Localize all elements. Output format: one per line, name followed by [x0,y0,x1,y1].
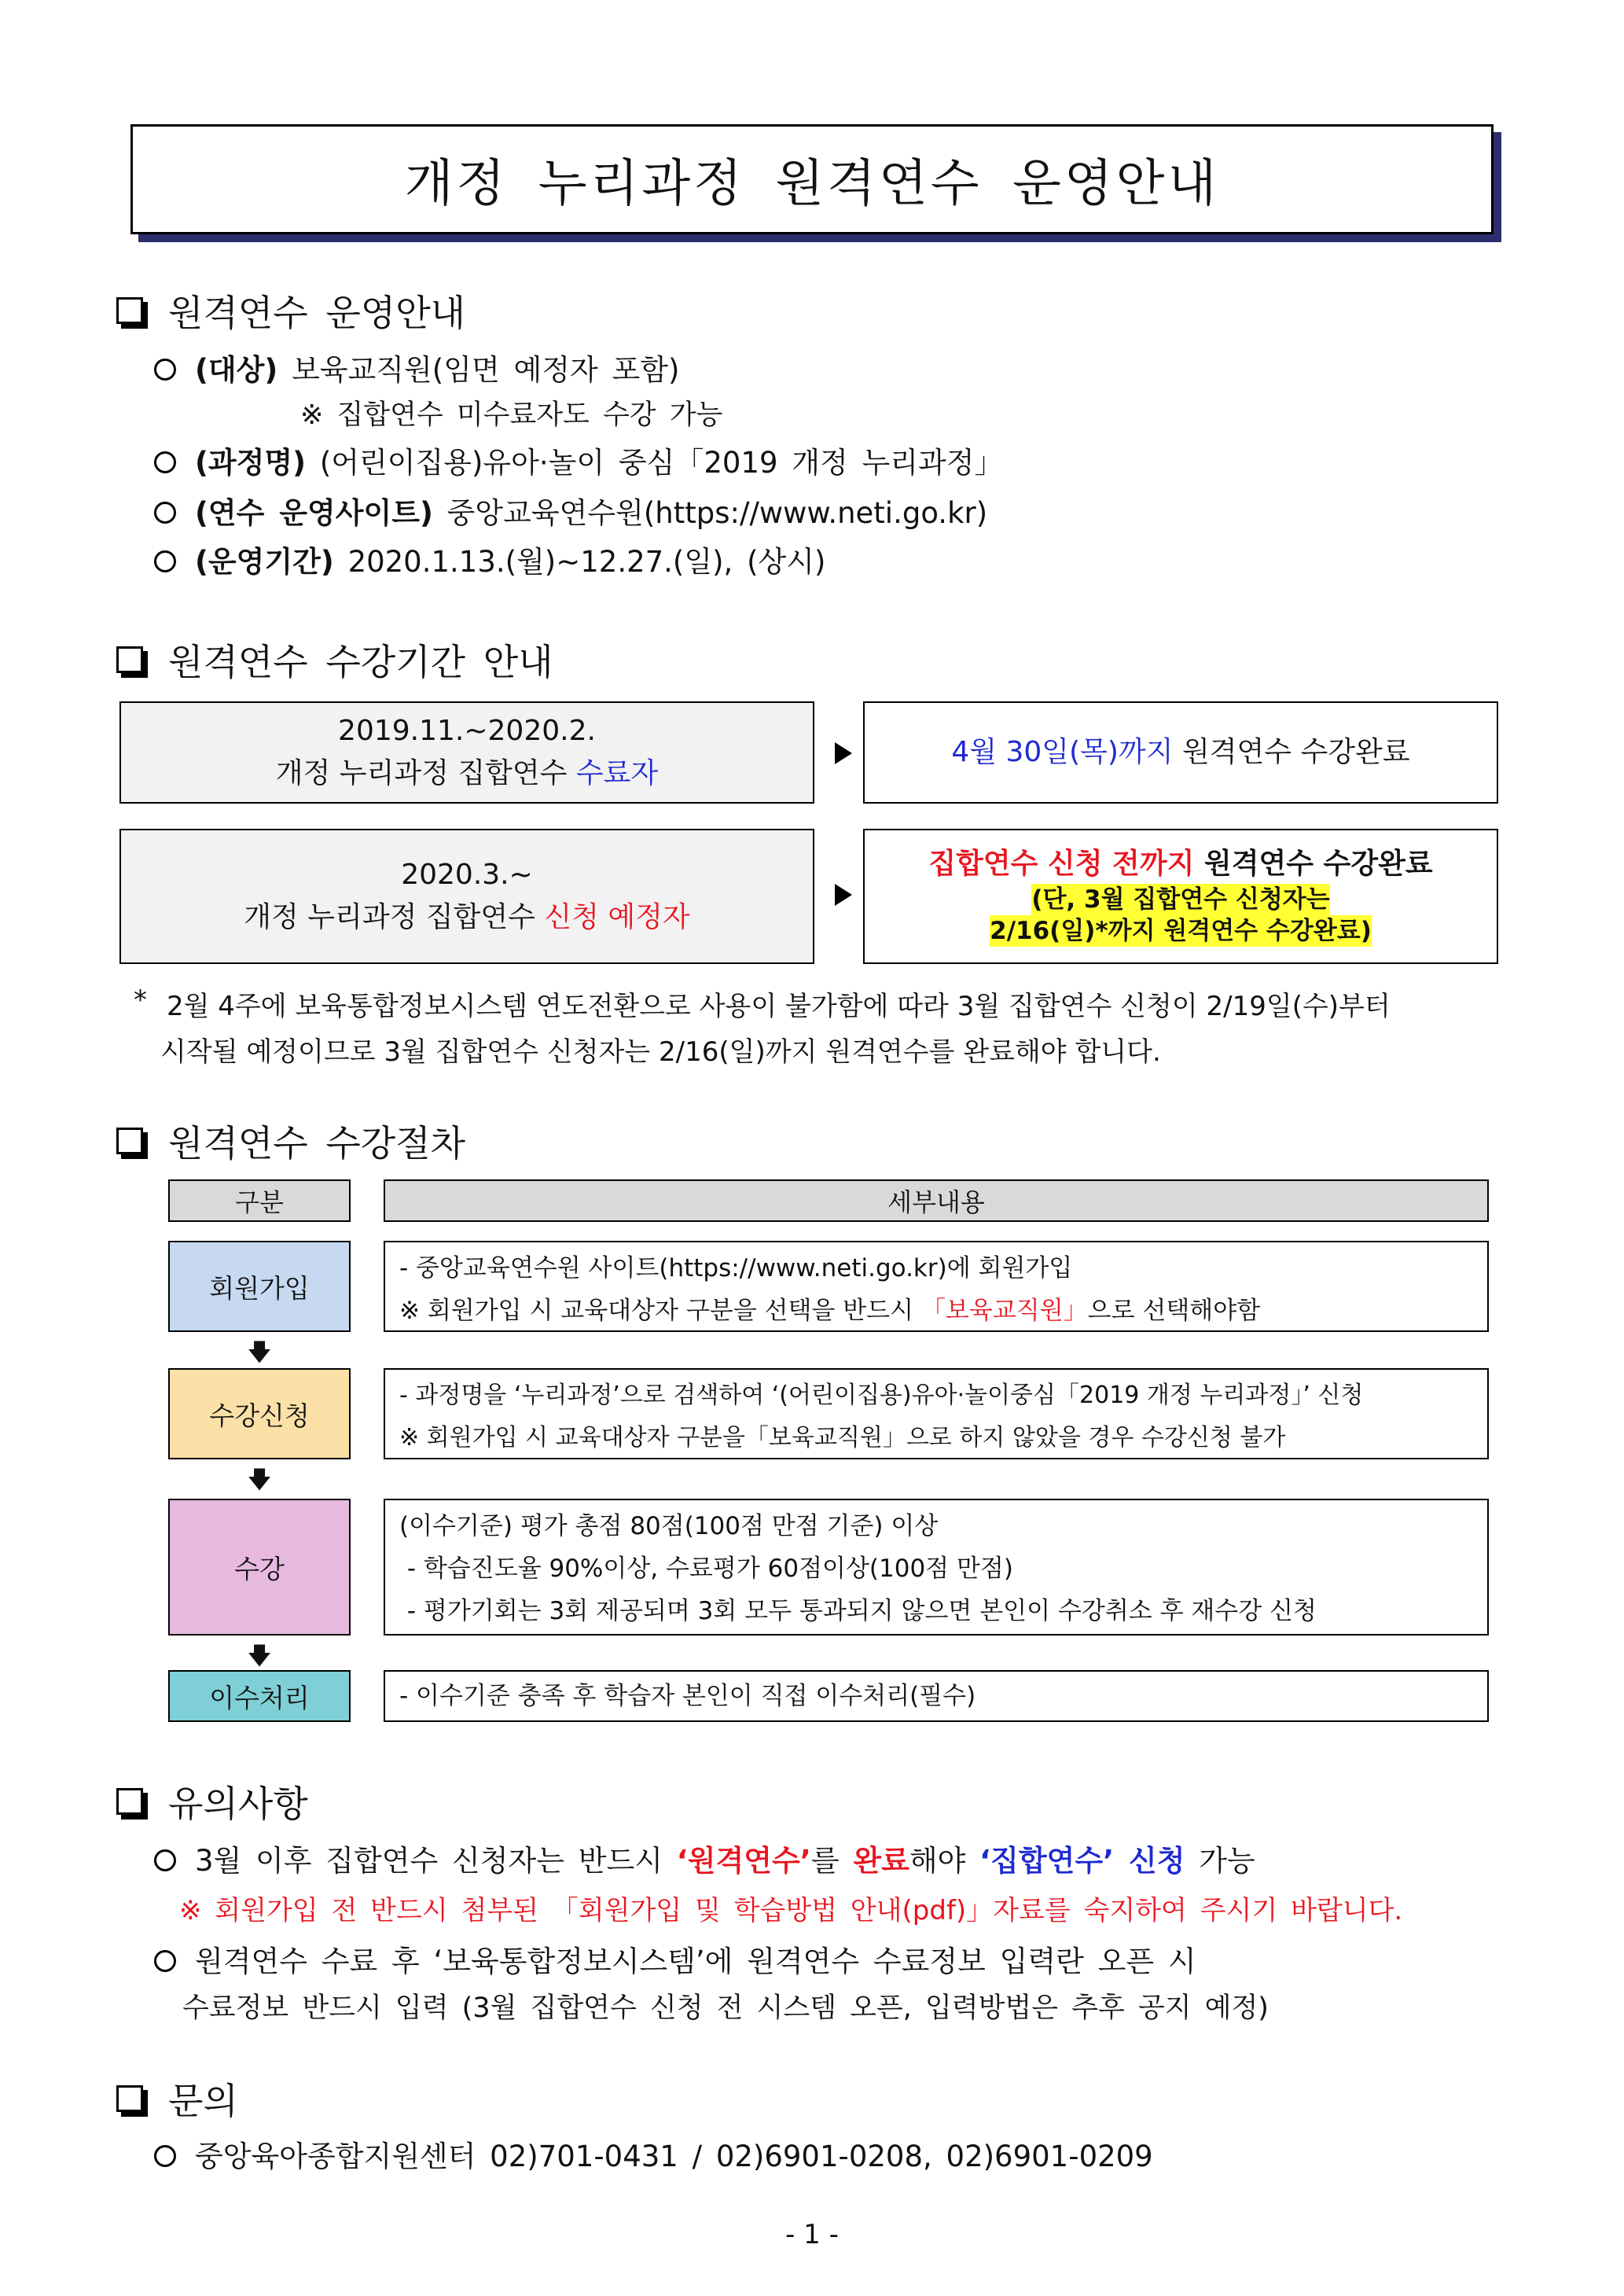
arrow-right-icon [835,884,852,906]
checkbox-icon [116,297,143,324]
arrow-down-icon: 🡇 [247,1466,272,1494]
step-label-study: 수강 [168,1499,351,1636]
step-label-signup: 회원가입 [168,1241,351,1332]
target-note: ※ 집합연수 미수료자도 수강 가능 [300,399,723,431]
notes-warning: ※ 회원가입 전 반드시 첨부된 「회원가입 및 학습방법 안내(pdf)」자료를 숙지하여 주시기 바랍니다. [179,1895,1403,1926]
arrow-down-icon: 🡇 [247,1339,272,1367]
section-title: 원격연수 수강절차 [168,1122,466,1165]
section-heading-contact [116,2073,238,2125]
arrow-right-icon [835,742,852,764]
notes-line3: 수료정보 반드시 입력 (3월 집합연수 신청 전 시스템 오픈, 입력방법은 추후 공지 예정) [182,1992,1269,2024]
checkbox-icon [116,1128,143,1154]
checkbox-icon [116,1788,143,1815]
step-content-enroll: - 과정명을 ‘누리과정’으로 검색하여 ‘(어린이집용)유아·놀이중심「2019 개정 누리과정」’ 신청 ※ 회원가입 시 교육대상자 구분을「보육교직원」으로 하지 않았을 경우 수강신청 불가 [384,1368,1489,1459]
step-label-completion: 이수처리 [168,1670,351,1722]
period-line: (운영기간) 2020.1.13.(월)~12.27.(일), (상시) [154,538,825,580]
table-header-category: 구분 [168,1179,351,1222]
title-box [130,124,1494,234]
checkbox-icon [116,2085,143,2112]
step-content-study: (이수기준) 평가 총점 80점(100점 만점 기준) 이상 - 학습진도율 90%이상, 수료평가 60점이상(100점 만점) - 평가기회는 3회 제공되며 3회 모두 통과되지 않으면 본인이 수강취소 후 재수강 신청 [384,1499,1489,1636]
section-title: 원격연수 운영안내 [168,292,466,334]
target-line: (대상) 보육교직원(임면 예정자 포함) [154,346,679,388]
notes-line1: 3월 이후 집합연수 신청자는 반드시 ‘원격연수’를 완료해야 ‘집합연수’ 신청 가능 [154,1837,1255,1879]
footnote-line1: 2월 4주에 보육통합정보시스템 연도전환으로 사용이 불가함에 따라 3월 집합연수 신청이 2/19일(수)부터 [167,991,1391,1022]
section-title: 문의 [168,2080,238,2122]
step-content-signup: - 중앙교육연수원 사이트(https://www.neti.go.kr)에 회원가입 ※ 회원가입 시 교육대상자 구분을 선택을 반드시 「보육교직원」으로 선택해야함 [384,1241,1489,1332]
section-heading-operation [116,285,465,337]
circle-bullet-icon [154,502,176,524]
step-content-completion: - 이수기준 충족 후 학습자 본인이 직접 이수처리(필수) [384,1670,1489,1722]
period-box-applicants: 2020.3.~ 개정 누리과정 집합연수 신청 예정자 [119,829,814,964]
footnote-line2: 시작될 예정이므로 3월 집합연수 신청자는 2/16(일)까지 원격연수를 완료해야 합니다. [160,1036,1161,1068]
table-header-details: 세부내용 [384,1179,1489,1222]
section-heading-notes [116,1775,308,1827]
site-line: (연수 운영사이트) 중앙교육연수원(https://www.neti.go.kr) [154,489,987,532]
circle-bullet-icon [154,1950,176,1972]
page-number: - 1 - [785,2219,839,2250]
notes-line2: 원격연수 수료 후 ‘보육통합정보시스템’에 원격연수 수료정보 입력란 오픈 시 [154,1937,1196,1980]
checkbox-icon [116,646,143,673]
course-line: (과정명) (어린이집용)유아·놀이 중심「2019 개정 누리과정」 [154,439,1004,481]
section-title: 원격연수 수강기간 안내 [168,641,553,683]
step-label-enroll: 수강신청 [168,1368,351,1459]
deadline-box-applicants: 집합연수 신청 전까지 원격연수 수강완료 (단, 3월 집합연수 신청자는 2/16(일)*까지 원격연수 수강완료) [863,829,1498,964]
circle-bullet-icon [154,2145,176,2167]
footnote-mark: * [134,984,147,1016]
page-title: 개정 누리과정 원격연수 운영안내 [404,155,1220,213]
deadline-box-completed: 4월 30일(목)까지 원격연수 수강완료 [863,701,1498,804]
circle-bullet-icon [154,1849,176,1871]
section-title: 유의사항 [168,1783,308,1825]
arrow-down-icon: 🡇 [247,1643,272,1670]
period-box-completed: 2019.11.~2020.2. 개정 누리과정 집합연수 수료자 [119,701,814,804]
contact-line: 중앙육아종합지원센터 02)701-0431 / 02)6901-0208, 02)6901-0209 [154,2132,1153,2175]
circle-bullet-icon [154,550,176,572]
section-heading-period [116,634,553,686]
section-heading-procedure [116,1115,465,1167]
circle-bullet-icon [154,359,176,381]
circle-bullet-icon [154,451,176,473]
